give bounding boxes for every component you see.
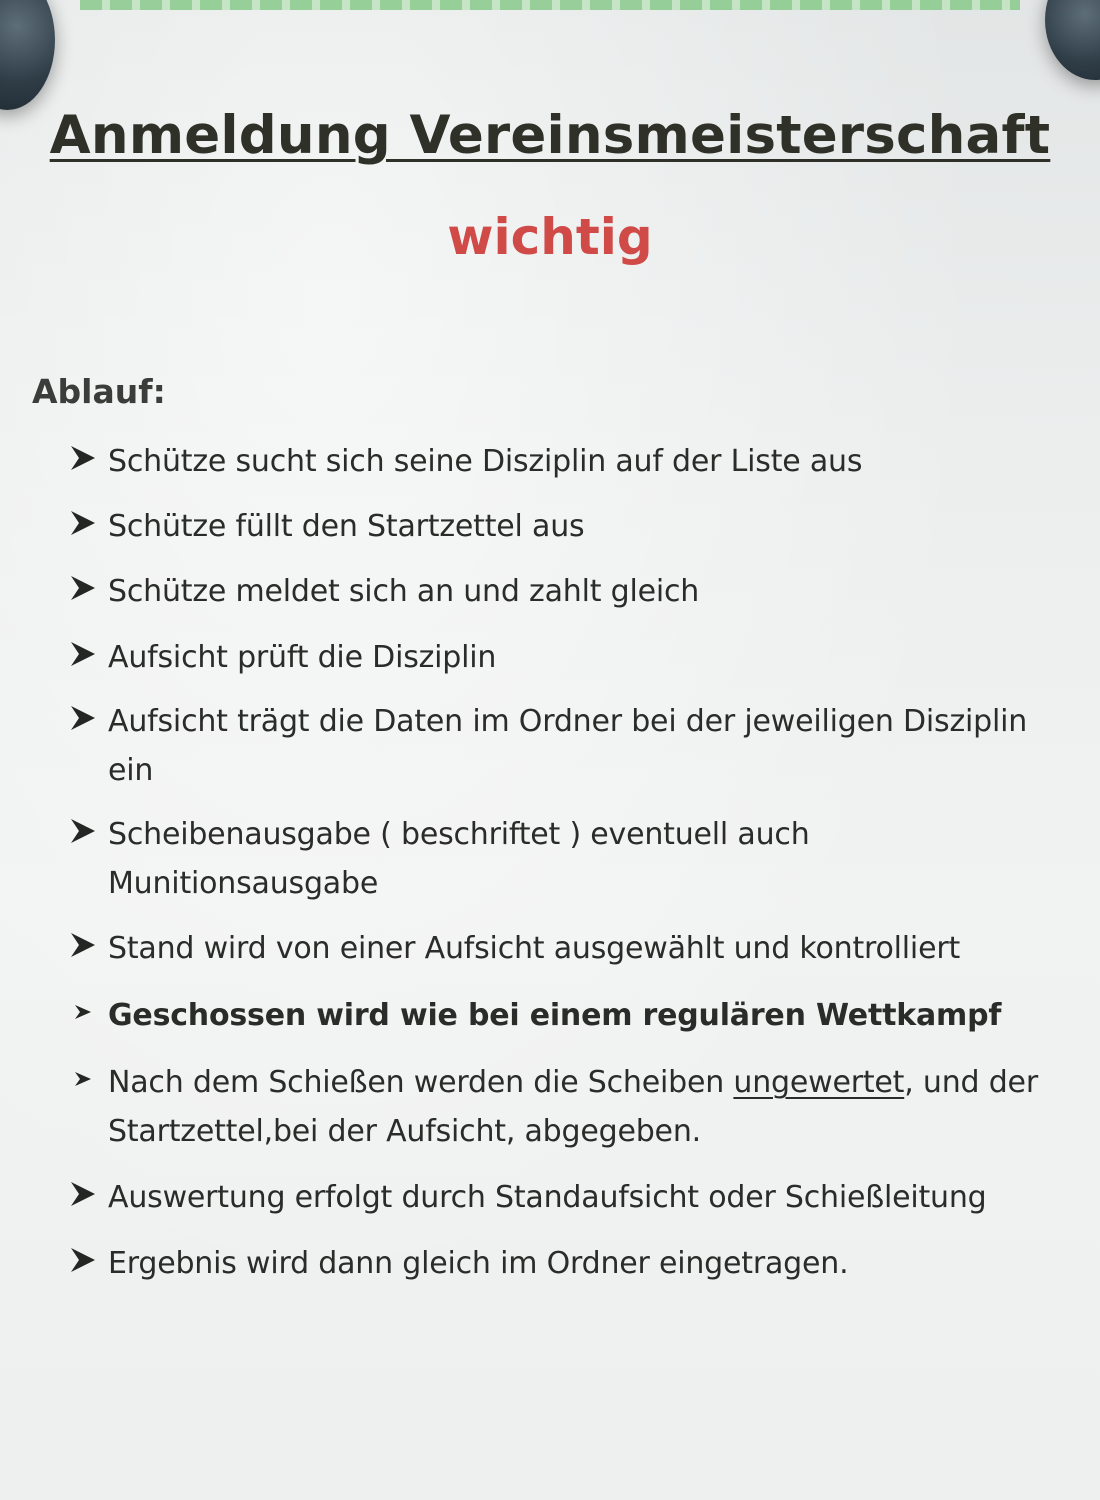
- section-heading: Ablauf:: [32, 372, 166, 411]
- list-item: [68, 1239, 1058, 1288]
- list-item-text: Ergebnis wird dann gleich im Ordner eingetragen.: [108, 1246, 849, 1281]
- arrowhead-bullet-icon: [68, 639, 108, 669]
- list-item-text: [108, 697, 1027, 795]
- list-item: [68, 991, 1058, 1040]
- list-item-text-line2: Startzettel,bei der Aufsicht, abgegeben.: [108, 1114, 701, 1149]
- list-item-text: Aufsicht prüft die Disziplin: [108, 640, 497, 675]
- list-item-text-line2: ein: [108, 753, 154, 788]
- arrowhead-bullet-icon: [68, 703, 108, 733]
- document-subtitle: wichtig: [447, 208, 653, 266]
- list-item: [68, 1173, 1058, 1222]
- list-item-text-line2: Munitionsausgabe: [108, 866, 379, 901]
- list-item: [68, 502, 1058, 551]
- arrowhead-bullet-icon: [68, 508, 108, 538]
- list-item-text: Geschossen wird wie bei einem regulären Wettkampf: [108, 998, 1002, 1033]
- list-item-text: Schütze meldet sich an und zahlt gleich: [108, 574, 700, 609]
- list-item-text: Stand wird von einer Aufsicht ausgewählt und kontrolliert: [108, 931, 961, 966]
- list-item-text: Auswertung erfolgt durch Standaufsicht oder Schießleitung: [108, 1180, 987, 1215]
- list-item: [68, 567, 1058, 616]
- arrowhead-bullet-icon: [68, 1064, 108, 1094]
- arrowhead-bullet-icon: [68, 443, 108, 473]
- arrowhead-bullet-icon: [68, 930, 108, 960]
- arrowhead-bullet-icon: [68, 997, 108, 1027]
- document-title: Anmeldung Vereinsmeisterschaft: [49, 105, 1051, 166]
- underlined-word: ungewertet: [733, 1065, 905, 1100]
- list-item: [68, 924, 1058, 973]
- list-item-text: [108, 1058, 1038, 1156]
- list-item: [68, 697, 1058, 795]
- list-item-text: [108, 810, 810, 908]
- list-item: [68, 1058, 1058, 1156]
- arrowhead-bullet-icon: [68, 573, 108, 603]
- list-item-text-line1: Aufsicht trägt die Daten im Ordner bei der jeweiligen Disziplin: [108, 704, 1028, 739]
- list-item-text-after: , und der: [904, 1065, 1038, 1100]
- list-item-text: Schütze sucht sich seine Disziplin auf der Liste aus: [108, 444, 863, 479]
- list-item-text-line1: Scheibenausgabe ( beschriftet ) eventuell auch: [108, 817, 810, 852]
- list-item: [68, 437, 1058, 486]
- list-item: [68, 633, 1058, 682]
- list-item-text: Schütze füllt den Startzettel aus: [108, 509, 585, 544]
- arrowhead-bullet-icon: [68, 816, 108, 846]
- arrowhead-bullet-icon: [68, 1245, 108, 1275]
- list-item-text-before: Nach dem Schießen werden die Scheiben: [108, 1065, 734, 1100]
- arrowhead-bullet-icon: [68, 1179, 108, 1209]
- list-item: [68, 810, 1058, 908]
